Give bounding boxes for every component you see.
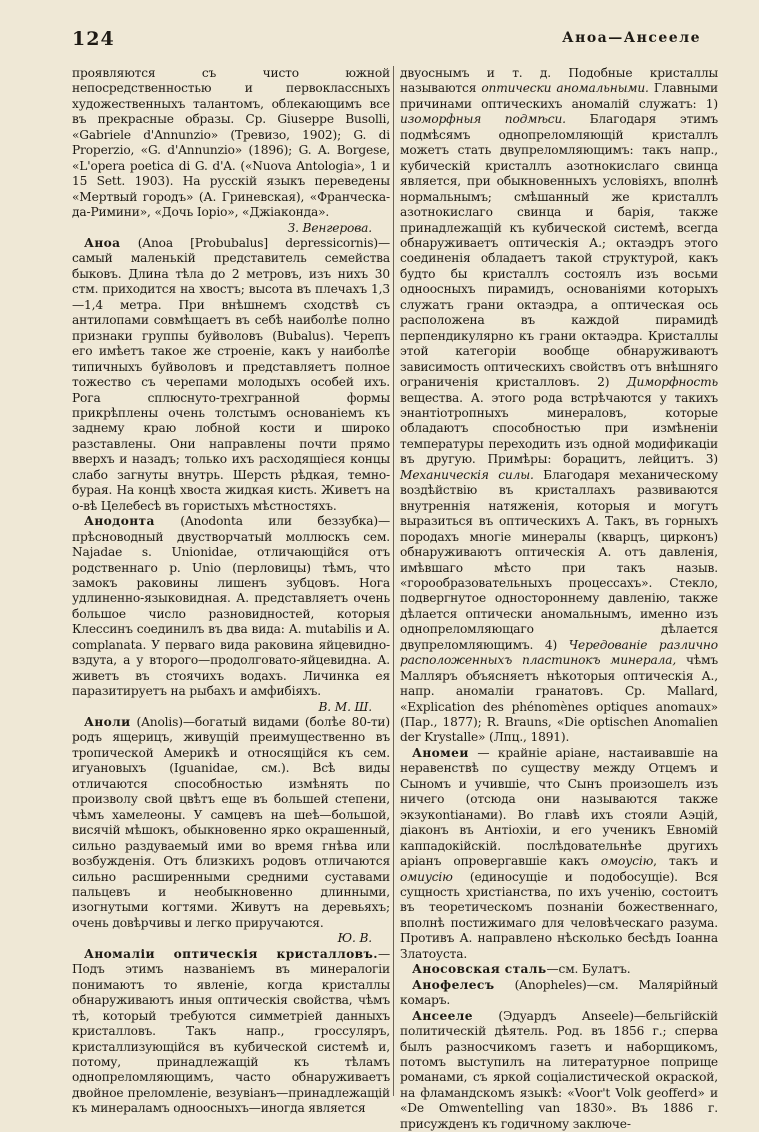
entry-headword: Аномаліи оптическія кристалловъ. xyxy=(84,946,378,961)
entry-headword: Анофелесъ xyxy=(412,977,495,992)
italic-term: Механическія силы. xyxy=(400,467,534,482)
running-head: Анoa—Ансееле xyxy=(562,30,701,46)
page-header xyxy=(72,28,701,54)
entry-anolis xyxy=(72,715,390,947)
entry-anseele xyxy=(400,1009,718,1132)
entry-body: —Подъ этимъ названіемъ въ минералогіи понимаютъ то явленіе, когда кристаллы обнаруживаютъ иныя оптическія свойства, чѣмъ тѣ, который требуются симметріей данныхъ кристалловъ. Такъ напр., гроссуляръ, кристаллизующійся въ кубической системѣ и, потому, принадлежащій къ тѣламъ однопреломляющимъ, часто обнаруживаетъ двойное преломленіе, везувіанъ—принадлежащій къ минераламъ одноосныхъ—иногда является xyxy=(72,946,390,1116)
entry-anopheles xyxy=(400,978,718,1009)
entry-body: —см. Булатъ. xyxy=(546,962,631,977)
entry-body: (Anoa [Probubalus] depressicornis)—самый маленькій представитель семейства быковъ. Длина тѣла до 2 метровъ, изъ нихъ 30 стм. приходится на хвостъ; высота въ плечахъ 1,3—1,4 метра. При внѣшнемъ сходствѣ съ антилопами совмѣщаетъ въ себѣ наиболѣе полно признаки группы буйволовъ (Bubalus). Черепъ его имѣетъ такое же строеніе, какъ у наиболѣе типичныхъ буйволовъ и представляетъ полное тожество съ черепами молодыхъ особей ихъ. Рога сплюснуто-трехгранной формы прикрѣплены очень толстымъ основаніемъ къ заднему краю лобной кости и широко разставлены. Они направлены почти прямо вверхъ и назадъ; только ихъ расходящіеся концы слабо загнуты внутрь. Шерсть рѣдкая, темно-бурая. На концѣ хвоста жидкая кисть. Живетъ на о-вѣ Целебесѣ въ гористыхъ мѣстностяхъ. xyxy=(72,235,390,513)
entry-body: (Эдуардъ Anseele)—бельгійскій политическій дѣятель. Род. въ 1856 г.; сперва былъ разносчикомъ газетъ и наборщикомъ, потомъ выступилъ на литературное поприще романами, съ яркой соціалистической окраской, на фламандскомъ языкѣ: «Voor't Volk geofferd» и «De Omwentelling van 1830». Въ 1886 г. присужденъ къ годичному заключе- xyxy=(400,1008,718,1131)
entry-headword: Аноли xyxy=(84,715,131,730)
page-number: 124 xyxy=(72,28,115,50)
left-column xyxy=(72,66,390,1117)
italic-term: омоусію xyxy=(600,854,654,869)
entry-anomei: Аномеи — крайніе аріане, настаивавшіе на неравенствѣ по существу между Отцемъ и Сыномъ и учившіе, что Сынъ произошелъ изъ ничего (отсюда они называются также экзукontiанами). Во главѣ ихъ стояли Аэцій, діаконъ въ Антіохіи, и его ученикъ Евномій каппадокійскій. послѣдовательнѣе другихъ аріанъ опровергавшіе какъ омоусію, такъ и омиусію (единосущіе и подобосущіе). Вся сущность христіанства, по ихъ ученію, состоитъ въ теоретическомъ познаніи божественнаго, вполнѣ постижимаго для человѣческаго разума. Противъ А. направлено нѣсколько бесѣдъ Іоанна Златоуста. xyxy=(400,745,718,961)
italic-term: омиусію xyxy=(400,869,453,884)
entry-anomalii-continued: двуоснымъ и т. д. Подобные кристаллы называются оптически аномальными. Главными причинами оптическихъ аномалій служатъ: 1) изоморфныя подмѣси. Благодаря этимъ подмѣсямъ однопреломляющій кристаллъ можетъ стать двупреломляющимъ: такъ напр., кубическій кристаллъ азотнокислаго свинца является, при обыкновенныхъ условіяхъ, вполнѣ нормальнымъ; смѣшанный же кристаллъ азотнокислаго свинца и барія, также принадлежащій къ кубической системѣ, всегда обнаруживаетъ оптическія А.; октаэдръ этого соединенія обладаетъ такой структурой, какъ будто бы кристаллъ состоялъ изъ восьми одноосныхъ пирамидъ, основаніями которыхъ служатъ грани октаэдра, а оптическая ось расположена въ каждой пирамидѣ перпендикулярно къ грани октаэдра. Кристаллы этой категоріи вообще обнаруживаютъ зависимость оптическихъ свойствъ отъ внѣшняго ограниченія кристалловъ. 2) Диморфность вещества. А. этого рода встрѣчаются у такихъ энантіотропныхъ минераловъ, которые обладаютъ способностью при измѣненіи температуры переходить изъ одной модификаціи въ другую. Примѣры: борацитъ, лейцитъ. 3) Механическія силы. Благодаря механическому воздѣйствію въ кристаллахъ развиваются внутреннія натяженія, которыя и могутъ выразиться въ оптическихъ А. Такъ, въ горныхъ породахъ многіе минералы (кварцъ, цирконъ) обнаруживаютъ оптическія А. отъ давленія, имѣвшаго мѣсто при такъ назыв. «горообразовательныхъ процессахъ». Стекло, подвергнутое одностороннему давленію, также дѣлается оптически аномальнымъ, именно изъ однопреломляющаго дѣлается двупреломляющимъ. 4) Чередованіе различно расположенныхъ пластинокъ минерала, чѣмъ Малляръ объясняетъ нѣкоторыя оптическія А., напр. аномаліи гранатовъ. Ср. Mallard, «Explication des phénomènes optiques anomaux» (Пар., 1877); R. Brauns, «Die optischen Anomalien der Krystalle» (Лпц., 1891). xyxy=(400,66,719,745)
entry-headword: Аномеи xyxy=(412,745,469,760)
entry-headword: Аноа xyxy=(84,235,121,250)
italic-term: изоморфныя подмѣси. xyxy=(400,112,566,127)
author-signature: Ю. В. xyxy=(337,931,372,946)
italic-term: Диморфность xyxy=(626,375,718,390)
dannunzio-paragraph: проявляются съ чисто южной непосредственностью и первоклассныхъ художественныхъ талантомъ, облекающимъ все въ прекрасные образы. Ср. Giuseppe Busolli, «Gabriele d'Annunzio» (Тревизо, 1902); G. di Properzio, «G. d'Annunzio» (1896); G. A. Borgese, «L'opera poetica di G. d'A. («Nuova Antologia», 1 и 15 Sett. 1903). На русскій языкъ переведены «Мертвый городъ» (А. Гриневская), «Франческа-да-Римини», «Дочь Іорiо», «Джіаконда». З. Венгерова. xyxy=(72,66,390,235)
entry-body: (Anodonta или беззубка)—прѣсноводный двустворчатый моллюскъ сем. Najadae s. Unionidae, отличающійся отъ родственнаго р. Unio (перловицы) тѣмъ, что замокъ раковины лишенъ зубцовъ. Нога удлиненно-языковидная. А. представляетъ очень большое число разновидностей, которыя Клессинъ соединилъ въ два вида: А. mutabilis и А. complanata. У перваго вида раковина яйцевидно-вздута, а у второго—продолговато-яйцевидна. А. живетъ въ стоячихъ водахъ. Личинка ея паразитируетъ на рыбахъ и амфибіяхъ. xyxy=(72,514,390,699)
entry-anosov-steel xyxy=(400,962,718,977)
entry-anomalii xyxy=(72,947,390,1117)
entry-body: (Anopheles)—см. Малярійный комаръ. xyxy=(400,977,718,1008)
entry-headword: Аносовская сталь xyxy=(412,962,547,977)
entry-headword: Анодонта xyxy=(84,514,155,529)
author-signature: З. Венгерова. xyxy=(287,220,372,235)
entry-anoa xyxy=(72,236,390,514)
text-columns xyxy=(72,66,719,1131)
right-column xyxy=(400,66,718,1132)
entry-body: (Anolis)—богатый видами (болѣе 80-ти) родъ ящерицъ, живущій преимущественно въ тропической Америкѣ и относящійся къ сем. игуановыхъ (Iguanidae, см.). Всѣ виды отличаются способностью измѣнять по произволу свой цвѣтъ еще въ большей степени, чѣмъ хамелеоны. У самцевъ на шеѣ—большой, висячій мѣшокъ, обыкновенно ярко окрашенный, сильно раздуваемый ими во время гнѣва или возбужденія. Отъ близкихъ родовъ отличаются сильно расширенными средними суставами пальцевъ и необыкновенно длинными, изогнутыми когтями. Живутъ на деревьяхъ; очень довѣрчивы и легко приручаются. xyxy=(72,715,390,930)
author-signature: В. М. Ш. xyxy=(318,699,372,714)
entry-anodonta xyxy=(72,514,390,715)
italic-term: Чередованіе различно расположенныхъ пластинокъ минерала, xyxy=(400,637,718,668)
italic-term: оптически аномальными. xyxy=(481,81,649,96)
entry-headword: Ансееле xyxy=(412,1008,473,1023)
